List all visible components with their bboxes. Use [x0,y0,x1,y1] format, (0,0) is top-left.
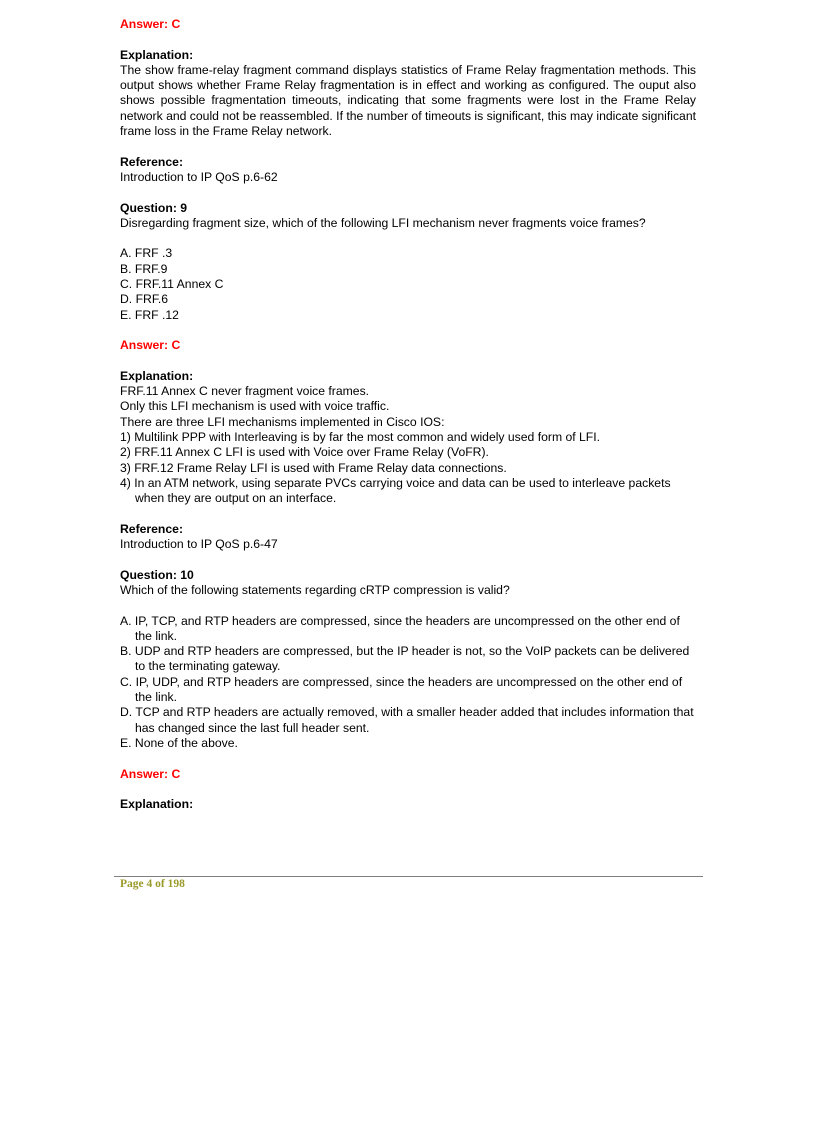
q9-reference-text: Introduction to IP QoS p.6-47 [120,537,278,552]
q10-option-e: E. None of the above. [120,735,238,750]
explanation-heading: Explanation: [120,47,194,62]
q10-option-d: D. TCP and RTP headers are actually removed, with a smaller header added that includes information that has changed since the last full header sent. [120,705,694,735]
q9-explanation-line: FRF.11 Annex C never fragment voice frames. [120,384,370,399]
q9-answer [120,338,696,353]
q10-answer [120,767,696,782]
footer-divider [114,876,703,877]
q10-option-c: C. IP, UDP, and RTP headers are compressed, since the headers are uncompressed on the other end of the link. [120,674,683,705]
q9-explanation-line: 3) FRF.12 Frame Relay LFI is used with Frame Relay data connections. [120,460,507,475]
q9-reference-heading: Reference: [120,521,183,536]
answer-value: C [171,766,181,781]
q10-option-b: B. UDP and RTP headers are compressed, but the IP header is not, so the VoIP packets can be delivered to the terminating gateway. [120,644,690,674]
q9-explanation-line: Only this LFI mechanism is used with voice traffic. [120,399,390,414]
q9-option-e: E. FRF .12 [120,307,179,322]
q9-option-d: D. FRF.6 [120,292,169,307]
q9-option-a: A. FRF .3 [120,246,173,261]
page-number: Page 4 of 198 [120,878,185,890]
answer-prev [120,17,696,32]
q9-explanation-heading: Explanation: [120,368,194,383]
question-9-text: Disregarding fragment size, which of the following LFI mechanism never fragments voice frames? [120,215,646,230]
answer-label: Answer: [120,338,169,353]
explanation-text: The show frame-relay fragment command displays statistics of Frame Relay fragmentation methods. This output shows whether Frame Relay fragmentation is in effect and working as configured. The ouput also shows possible fragmentation timeouts, indicating that some fragments were lost in the Frame Relay network and could not be reassembled. If the number of timeouts is significant, this may indicate significant frame loss in the Frame Relay network. [120,62,696,139]
reference-text: Introduction to IP QoS p.6-62 [120,169,278,184]
q9-explanation-line: There are three LFI mechanisms implemented in Cisco IOS: [120,414,445,429]
answer-value: C [171,17,181,31]
answer-value: C [171,338,181,353]
q10-explanation-heading: Explanation: [120,797,194,812]
q9-explanation-line: 1) Multilink PPP with Interleaving is by far the most common and widely used form of LFI. [120,430,601,445]
question-10-heading: Question: 10 [120,567,194,582]
reference-heading: Reference: [120,154,183,169]
answer-label: Answer: [120,17,169,31]
document-page [120,17,696,812]
question-9-heading: Question: 9 [120,200,188,215]
answer-label: Answer: [120,766,169,781]
question-10-text: Which of the following statements regarding cRTP compression is valid? [120,582,510,597]
q10-option-a: A. IP, TCP, and RTP headers are compressed, since the headers are uncompressed on the other end of the link. [120,613,680,643]
q9-option-c: C. FRF.11 Annex C [120,277,224,292]
q9-explanation-line: 2) FRF.11 Annex C LFI is used with Voice over Frame Relay (VoFR). [120,445,489,460]
q9-option-b: B. FRF.9 [120,261,168,276]
q9-explanation-line: 4) In an ATM network, using separate PVCs carrying voice and data can be used to interleave packets when they are output on an interface. [120,475,671,506]
